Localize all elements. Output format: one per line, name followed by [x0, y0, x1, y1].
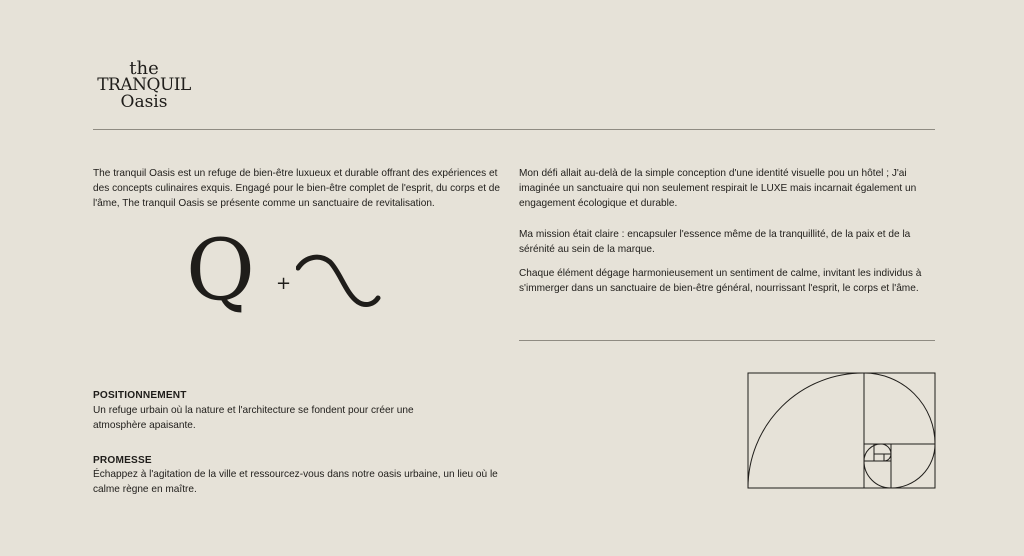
logo-line-tranquil: TRANQUIL [97, 75, 191, 95]
logo-line-the: the [129, 58, 159, 79]
intro-paragraph: The tranquil Oasis est un refuge de bien-être luxueux et durable offrant des expériences et des concepts culinaires exquis. Engagé pour le bien-être complet de l'esprit, du corps et de l'âme, The tranquil Oasis se présente comme un sanctuaire de revitalisation. [93, 168, 501, 209]
mission-paragraph: Ma mission était claire : encapsuler l'essence même de la tranquillité, de la paix et de la sérénité au sein de la marque. [519, 229, 911, 255]
promise-label: PROMESSE [93, 455, 152, 466]
positioning-label: POSITIONNEMENT [93, 390, 187, 401]
promise-text: Échappez à l'agitation de la ville et ressourcez-vous dans notre oasis urbaine, un lieu où le calme règne en maître. [93, 469, 498, 495]
brand-logo [94, 60, 194, 111]
top-divider [93, 129, 935, 130]
symbol-letter-q: Q [186, 221, 255, 319]
logo-line-oasis: Oasis [120, 92, 168, 112]
golden-spiral-icon [747, 372, 937, 490]
wave-stroke-icon [296, 252, 382, 310]
challenge-paragraph: Mon défi allait au-delà de la simple conception d'une identité visuelle pou un hôtel ; J'ai imaginée un sanctuaire qui non seulement respirait le LUXE mais incarnait également un engagement écologique et durable. [519, 168, 917, 209]
right-divider [519, 340, 935, 341]
calm-paragraph: Chaque élément dégage harmonieusement un sentiment de calme, invitant les individus à s'immerger dans un sanctuaire de bien-être général, nourrissant l'esprit, le corps et l'âme. [519, 268, 922, 294]
symbol-plus: + [276, 273, 292, 294]
positioning-text: Un refuge urbain où la nature et l'architecture se fondent pour créer une atmosphère apaisante. [93, 405, 414, 431]
